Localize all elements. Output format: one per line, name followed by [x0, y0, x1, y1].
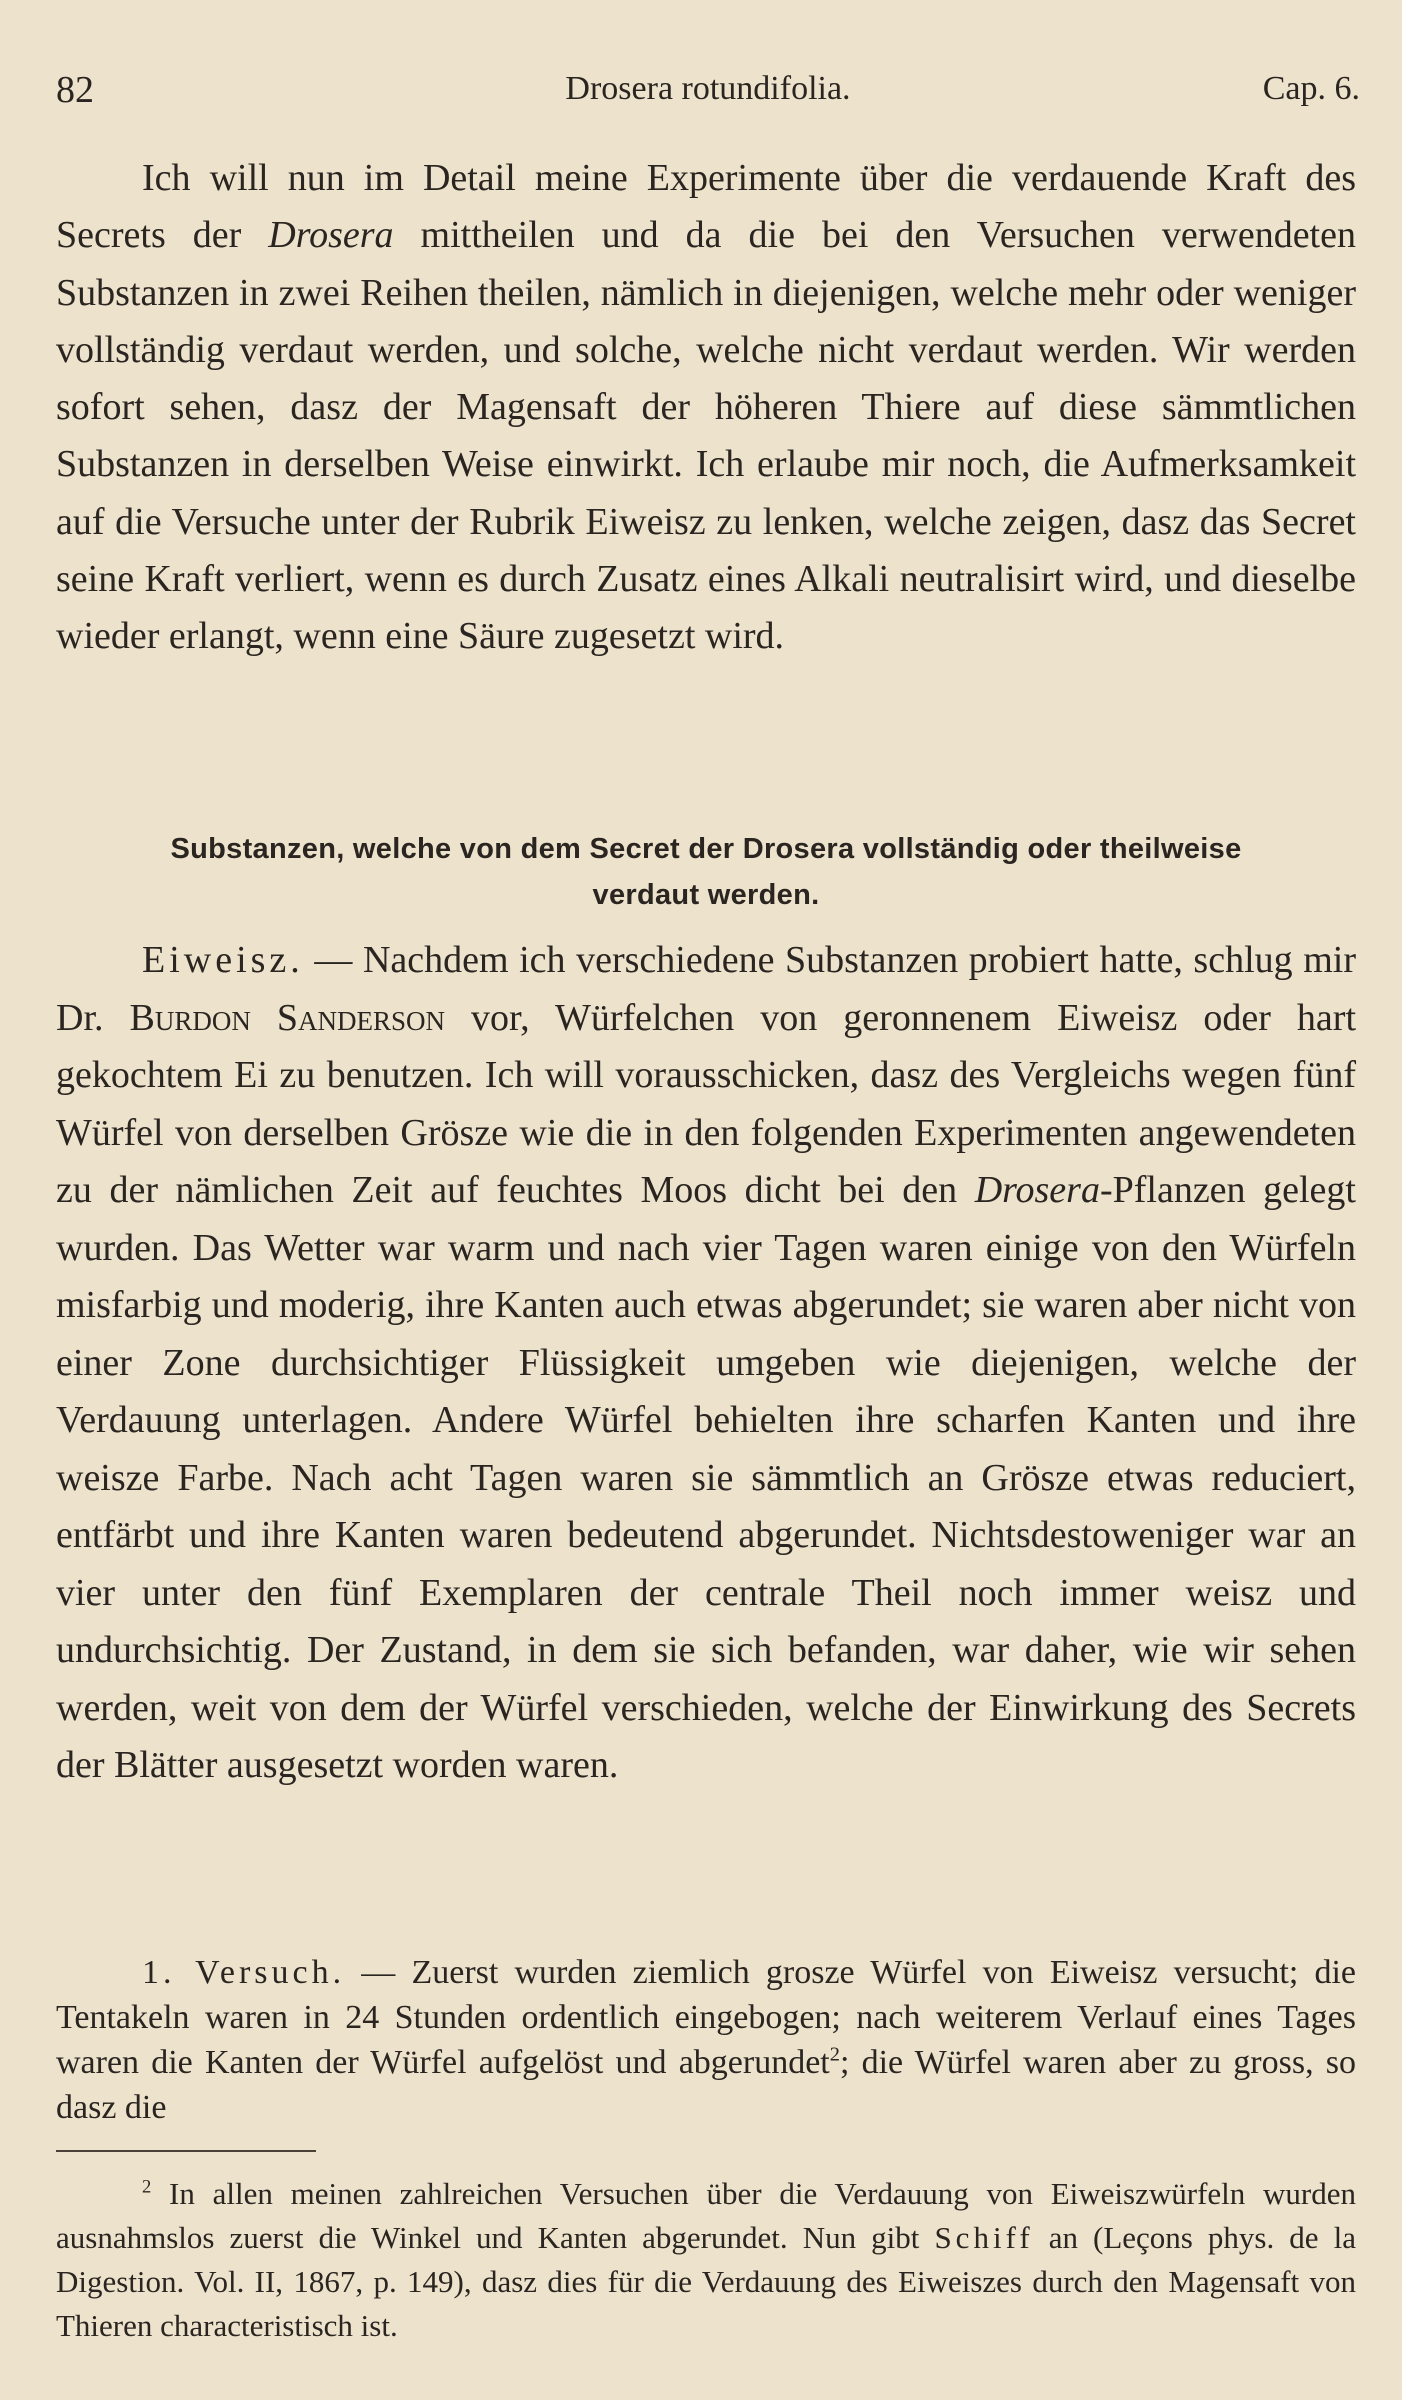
- footnote-rule: [56, 2150, 316, 2152]
- section-heading: [56, 826, 1356, 918]
- versuch-1-text-1: — Zuerst wurden ziemlich grosze Würfel von Eiweisz versucht; die Tentakeln waren in 24 Stunden ordentlich eingebogen; nach weiterem Verlauf eines Tages waren die Kanten der Würfel aufgelöst und abgerundet: [56, 1954, 1356, 2081]
- intro-text-1: Ich will nun im Detail meine Experimente über die verdauende Kraft des Secrets der: [56, 157, 1356, 257]
- eiweisz-lead: Eiweisz.: [142, 939, 304, 981]
- footnote-text-1: In allen meinen zahlreichen Versuchen über die Verdauung von Eiweiszwürfeln wurden ausnahmslos zuerst die Winkel und Kanten abgerundet. Nun gibt: [56, 2176, 1356, 2255]
- eiweisz-italic-drosera: Drosera: [974, 1169, 1100, 1211]
- footnote: [56, 2172, 1356, 2348]
- eiweisz-text-1: — Nachdem ich verschiedene Substanzen probiert hatte, schlug mir Dr.: [56, 939, 1356, 1039]
- versuch-1-text-2: ; die Würfel waren aber zu gross, so dasz die: [56, 2044, 1356, 2126]
- eiweisz-text-3: -Pflanzen gelegt wurden. Das Wetter war warm und nach vier Tagen waren einige von den Würfeln misfarbig und moderig, ihre Kanten auch etwas abgerundet; sie waren aber nicht von einer Zone durchsichtiger Flüssigkeit umgeben wie diejenigen, welche der Verdauung unterlagen. Andere Würfel behielten ihre scharfen Kanten und ihre weisze Farbe. Nach acht Tagen waren sie sämmtlich an Grösze etwas reduciert, entfärbt und ihre Kanten waren bedeutend abgerundet. Nichtsdestoweniger war an vier unter den fünf Exemplaren der centrale Theil noch immer weisz und undurchsichtig. Der Zustand, in dem sie sich befanden, war daher, wie wir sehen werden, weit von dem der Würfel verschieden, welche der Einwirkung des Secrets der Blätter ausgesetzt worden waren.: [56, 1169, 1356, 1786]
- section-heading-line-1: Substanzen, welche von dem Secret der Drosera vollständig oder theilweise: [170, 833, 1242, 865]
- author-name-burdon-sanderson: Burdon Sanderson: [129, 996, 446, 1039]
- section-heading-line-2: verdaut werden.: [592, 879, 820, 911]
- intro-italic-drosera: Drosera: [268, 214, 394, 257]
- running-title: Drosera rotundifolia.: [565, 70, 851, 107]
- intro-text-2: mittheilen und da die bei den Versuchen verwendeten Substanzen in zwei Reihen theilen, nämlich in diejenigen, welche mehr oder weniger vollständig verdaut werden, und solche, welche nicht verdaut werden. Wir werden sofort sehen, dasz der Magensaft der höheren Thiere auf diese sämmtlichen Substanzen in derselben Weise einwirkt. Ich erlaube mir noch, die Aufmerksamkeit auf die Versuche unter der Rubrik Eiweisz zu lenken, welche zeigen, dasz das Secret seine Kraft verliert, wenn es durch Zusatz eines Alkali neutralisirt wird, und dieselbe wieder erlangt, wenn eine Säure zugesetzt wird.: [56, 214, 1356, 658]
- author-name-schiff: Schiff: [934, 2220, 1034, 2255]
- footnote-text-2: an (Leçons phys. de la Digestion. Vol. II, 1867, p. 149), dasz dies für die Verdauung des Eiweiszes durch den Magensaft von Thieren characteristisch ist.: [56, 2220, 1356, 2343]
- page-number: 82: [56, 69, 94, 111]
- versuch-1-lead: 1. Versuch.: [142, 1954, 346, 1991]
- eiweisz-paragraph: [56, 932, 1356, 1795]
- footnote-reference: 2: [829, 2043, 840, 2066]
- versuch-1-paragraph: [56, 1950, 1356, 2130]
- footnote-marker: 2: [142, 2176, 152, 2198]
- eiweisz-text-2: vor, Würfelchen von geronnenem Eiweisz oder hart gekochtem Ei zu benutzen. Ich will vorausschicken, dasz des Vergleichs wegen fünf Würfel von derselben Grösze wie die in den folgenden Experimenten angewendeten zu der nämlichen Zeit auf feuchtes Moos dicht bei den: [56, 996, 1357, 1211]
- running-header: [56, 68, 1360, 118]
- intro-paragraph: [56, 150, 1356, 666]
- chapter-label: Cap. 6.: [1262, 70, 1360, 107]
